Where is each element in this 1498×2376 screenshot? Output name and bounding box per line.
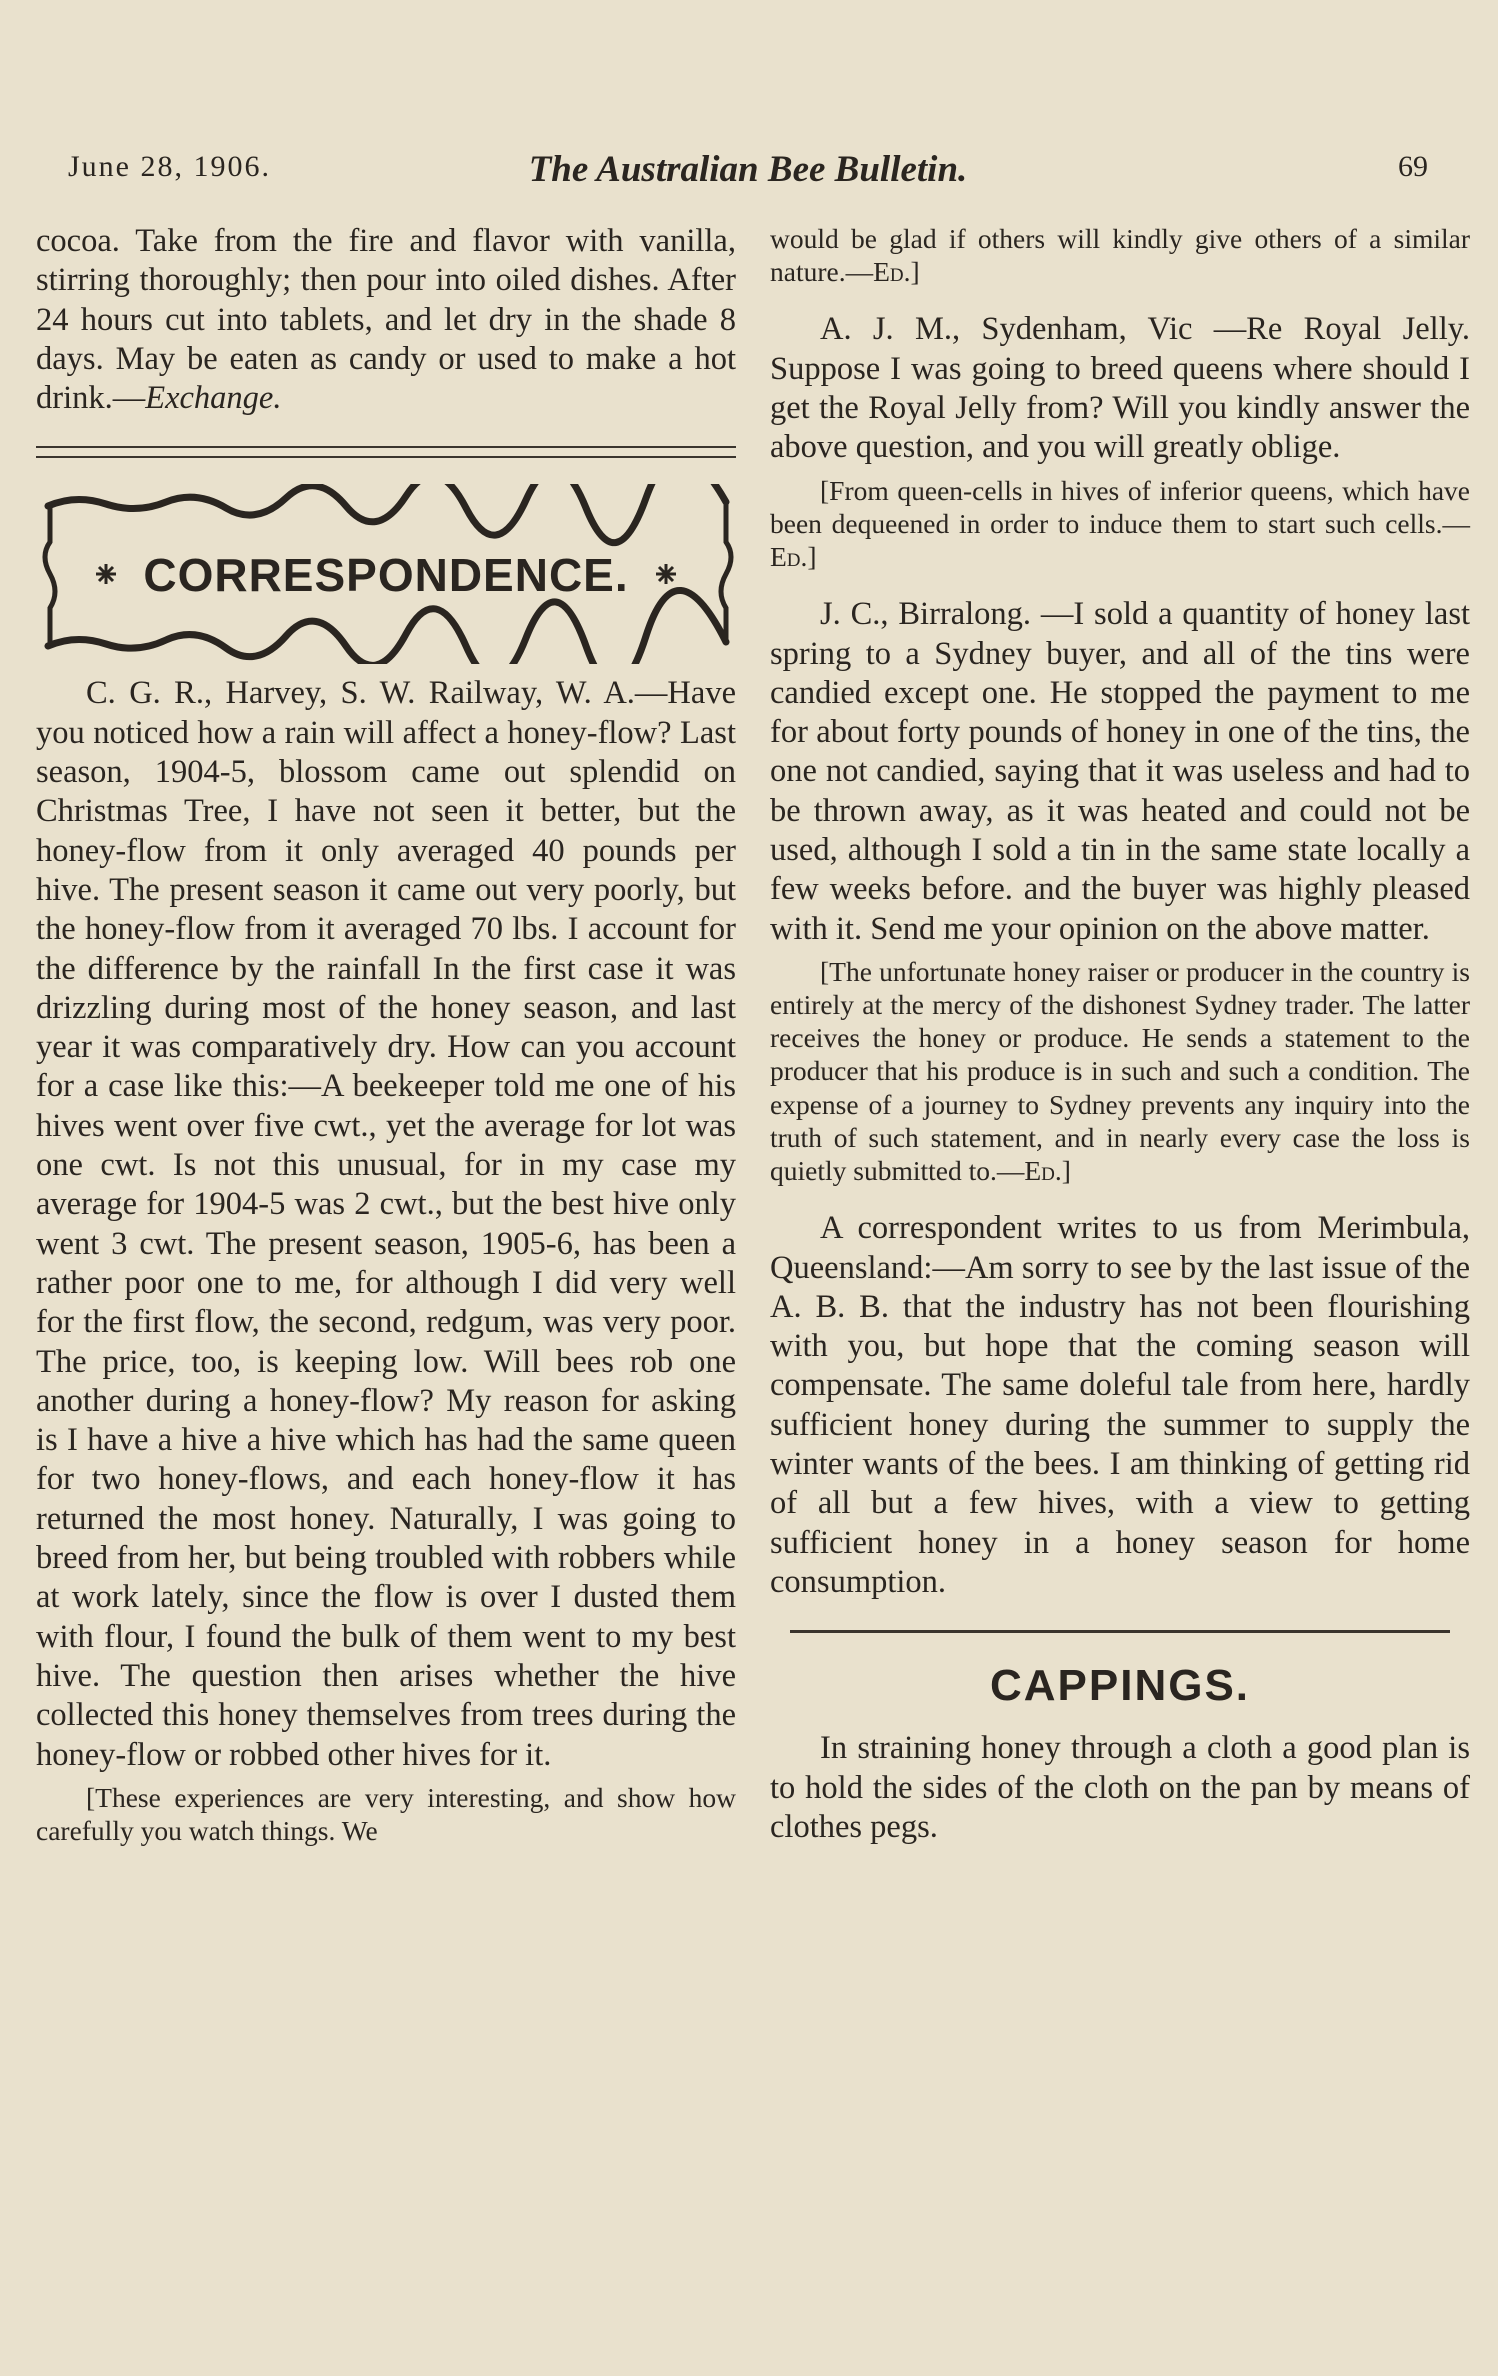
reply-jc-text: [The unfortunate honey raiser or producer in the country is entirely at the mercy of the dishonest Sydney trader. The latter receives the honey or produce. He sends a statement to the producer that his produce is in such and such a condition. The expense of a journey to Sydney prevents any inquiry into the truth of such statement, and in nearly every case the loss is quietly submitted to.— bbox=[770, 955, 1470, 1187]
cocoa-source: Exchange. bbox=[145, 380, 282, 417]
editor-note-cgr-end bbox=[770, 222, 1470, 288]
left-column bbox=[36, 222, 736, 1847]
editor-note-cgr-end-text: would be glad if others will kindly give others of a similar nature.— bbox=[770, 223, 1470, 288]
page-number: 69 bbox=[1398, 150, 1428, 183]
page-header bbox=[68, 150, 1428, 190]
cappings-paragraph: In straining honey through a cloth a good plan is to hold the sides of the cloth on the pan by means of clothes pegs. bbox=[770, 1730, 1470, 1845]
letter-jc: J. C., Birralong. —I sold a quantity of honey last spring to a Sydney buyer, and all of the tins were candied except one. He stopped the payment to me for about forty pounds of honey in one of the tins, the one not candied, saying that it was useless and had to be thrown away, as it was heated and could not be used, although I sold a tin in the same state locally a few weeks before. and the buyer was highly pleased with it. Send me your opinion on the above matter. bbox=[770, 596, 1470, 947]
right-column bbox=[770, 222, 1470, 1847]
section-divider bbox=[36, 446, 736, 458]
cocoa-recipe-text: cocoa. Take from the fire and flavor with vanilla, stirring thoroughly; then pour into oiled dishes. After 24 hours cut into tablets, and let dry in the shade 8 days. May be eaten as candy or used to make a hot drink.— bbox=[36, 223, 736, 417]
editor-sign: Ed.] bbox=[873, 256, 920, 288]
section-title: CORRESPONDENCE. bbox=[143, 549, 629, 602]
reply-jc bbox=[770, 955, 1470, 1187]
letter-cgr: C. G. R., Harvey, S. W. Railway, W. A.—Have you noticed how a rain will affect a honey-flow? Last season, 1904-5, blossom came out splendid on Christmas Tree, I have not seen it better, but the honey-flow from it only averaged 40 pounds per hive. The present season it came out very poorly, but the honey-flow from it averaged 70 lbs. I account for the difference by the rainfall In the first case it was drizzling during most of the honey season, and last year it was comparatively dry. How can you account for a case like this:—A beekeeper told me one of his hives went over five cwt., yet the average for lot was one cwt. Is not this unusual, for in my case my average for 1904-5 was 2 cwt., but the best hive only went 3 cwt. The present season, 1905-6, has been a rather poor one to me, for although I did very well for the first flow, the second, redgum, was very poor. The price, too, is keeping low. Will bees rob one another during a honey-flow? My reason for asking is I have a hive a hive which has had the same queen for two honey-flows, and each honey-flow it has returned the most honey. Naturally, I was going to breed from her, but being troubled with robbers while at work lately, since the flow is over I dusted them with flour, I found the bulk of them went to my best hive. The question then arises whether the hive collected this honey themselves from trees during the honey-flow or robbed other hives for it. bbox=[36, 675, 736, 1773]
editor-sign: Ed.] bbox=[1024, 1155, 1071, 1187]
correspondence-banner bbox=[36, 484, 736, 664]
letter-merimbula: A correspondent writes to us from Merimbula, Queensland:—Am sorry to see by the last issue of the A. B. B. that the industry has not been flourishing with you, but hope that the coming season will compensate. The same doleful tale from here, hardly sufficient honey during the summer to supply the winter wants of the bees. I am thinking of getting rid of all but a few hives, with a view to getting sufficient honey in a honey season for home consumption. bbox=[770, 1210, 1470, 1600]
reply-ajm bbox=[770, 474, 1470, 574]
letter-ajm: A. J. M., Sydenham, Vic —Re Royal Jelly. Suppose I was going to breed queens where should I get the Royal Jelly from? Will you kindly answer the above question, and you will greatly oblige. bbox=[770, 311, 1470, 466]
cocoa-recipe-paragraph bbox=[36, 222, 736, 418]
editor-sign: Ed.] bbox=[770, 541, 817, 572]
section-divider bbox=[790, 1630, 1450, 1633]
reply-ajm-text: [From queen-cells in hives of inferior queens, which have been dequeened in order to induce them to start such cells.— bbox=[770, 474, 1470, 539]
editor-note-cgr-start: [These experiences are very interesting, and show how carefully you watch things. We bbox=[36, 1781, 736, 1846]
publication-title: The Australian Bee Bulletin. bbox=[528, 149, 968, 190]
cappings-title: CAPPINGS. bbox=[989, 1661, 1251, 1711]
issue-date: June 28, 1906. bbox=[68, 150, 271, 183]
